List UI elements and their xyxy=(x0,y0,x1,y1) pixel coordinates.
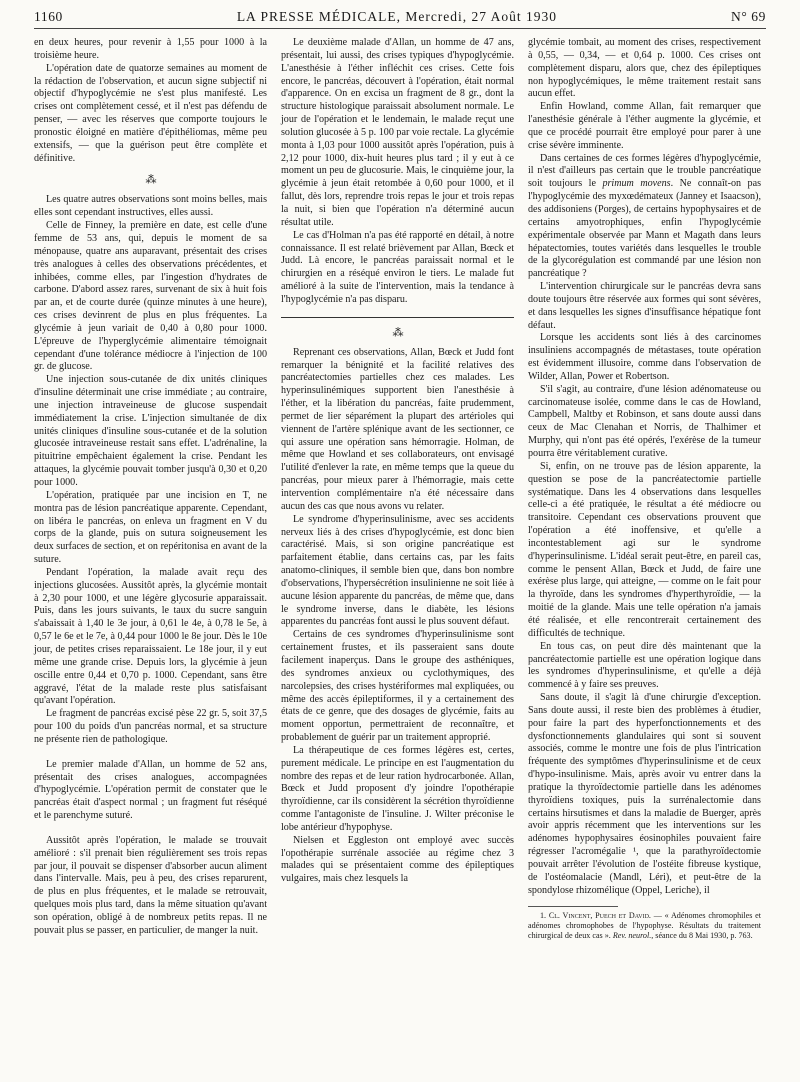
paragraph: Celle de Finney, la première en date, est celle d'une femme de 53 ans, qui, depuis le moment de sa ménopause, quatre ans auparavant, présentait des crises très analogues à celles des observations précédentes, et inhibées, comme elles, par l'ingestion d'hydrates de carbone. D'abord assez rares, survenant de six à huit fois par an, et de courte durée (quinze minutes à une heure), ces crises devinrent de plus en plus fréquentes. La glycémie à jeun variait de 0,40 à 0,80 pour 1000. L'épreuve de l'hyperglycémie alimentaire témoignait cependant d'une tolérance médiocre à l'injection de 100 gr. de glucose. xyxy=(34,220,267,373)
footnote-rule xyxy=(528,906,618,907)
paragraph: En tous cas, on peut dire dès maintenant que la pancréatectomie partielle est une opération logique dans les syndromes d'hyperinsulinisme, et qu'elle a déjà commencé à y faire ses preuves. xyxy=(528,640,761,691)
paragraph: Une injection sous-cutanée de dix unités cliniques d'insuline déterminait une crise immédiate ; au contraire, une injection intraveineuse de glucose suspendait immédiatement la crise. L'injection simultanée de dix unités cliniques d'insuline sous-cutanée et de la solution glucosée intraveineuse restait sans effet. L'adrénaline, la pituitrine empêchaient également la crise. Pendant les attaques, la glycémie pouvait tomber jusqu'à 0,30 et 0,20 pour 1000. xyxy=(34,374,267,488)
page-number: 1160 xyxy=(34,9,63,24)
latin-phrase: primum movens xyxy=(602,178,671,190)
section-rule xyxy=(281,317,514,318)
footnote-authors: 1. Cl. Vincent, Puech et David. xyxy=(540,910,651,920)
paragraph: Enfin Howland, comme Allan, fait remarquer que l'anesthésie générale à l'éther augmente la glycémie, et que ce procédé pourrait être employé pour parer à une crise sévère imminente. xyxy=(528,101,761,151)
paragraph: Sans doute, il s'agit là d'une chirurgie d'exception. Sans doute aussi, il reste bien des problèmes à étudier, pour faire la part des hyperfonctionnements et des dysfonctionnements glandulaires qui sont si souvent associés, comme le montre une fois de plus l'intrication fréquente des symptômes d'hyperinsulinisme et de ceux d'hypo-insulinisme. Mais, après avoir vu entrer dans la pratique la thyroïdectomie partielle dans les adénomes thyroïdiens toxiques, puis la surrénalectomie dans certains hirsutismes et dans la maladie de Buerger, après avoir appris récemment que les interventions sur les adénomes hypophysaires éosinophiles pouvaient faire régresser l'acromégalie ¹, que la parathyroïdectomie pouvait arrêter l'évolution de l'ostéite fibreuse kystique, de l'ostéomalacie (Mandl, Léri), et peut-être de la spondylose rhizomélique (Oppel, Leriche), il xyxy=(528,692,761,896)
paragraph: en deux heures, pour revenir à 1,55 pour 1000 à la troisième heure. xyxy=(34,37,267,61)
paragraph: L'opération date de quatorze semaines au moment de la rédaction de l'observation, et aucun signe subjectif ni objectif d'hypoglycémie ne s'est plus manifesté. Les crises ont complètement cessé, et il n'est pas défendu de penser, — avec les réserves que comporte toujours le pronostic éloigné en matière d'épithéliomas, même peu extensifs, — que la guérison peut être complète et définitive. xyxy=(34,62,267,164)
column-left xyxy=(34,37,267,1067)
section-separator-asterism: ⁂ xyxy=(392,326,403,339)
page-header xyxy=(34,6,766,29)
journal-title: LA PRESSE MÉDICALE, Mercredi, 27 Août 1930 xyxy=(236,9,558,24)
text-columns xyxy=(34,37,766,1067)
paragraph: Les quatre autres observations sont moins belles, mais elles sont cependant instructives, elles aussi. xyxy=(34,194,267,219)
footnote-journal: Rev. neurol. xyxy=(612,930,652,940)
footnote-end: , séance du 8 Mai 1930, p. 763. xyxy=(651,930,753,940)
paragraph xyxy=(528,153,761,281)
paragraph: L'intervention chirurgicale sur le pancréas devra sans doute toujours être réservée aux formes qui sont sévères, et dans lesquelles les signes d'insuffisance hépatique font défaut. xyxy=(528,281,761,331)
section-separator-asterism: ⁂ xyxy=(145,174,156,187)
paragraph: Le fragment de pancréas excisé pèse 22 gr. 5, soit 37,5 pour 100 du poids d'un pancréas normal, et sa structure ne présente rien de pathologique. xyxy=(34,708,267,745)
paragraph: La thérapeutique de ces formes légères est, certes, purement médicale. Le principe en est l'augmentation du nombre des repas et de leur ration hydrocarbonée. Allan, Bœck et Judd proposent d'y joindre l'opothérapie thyroïdienne, car ils considèrent la sécrétion thyroïdienne comme l'antagoniste de l'insuline. J. Wilter préconise le lobe antérieur d'hypophyse. xyxy=(281,744,514,833)
paragraph-text: Dans certaines de ces formes légères d'hypoglycémie, il n'est d'ailleurs pas certain que le trouble pancréatique soit toujours le xyxy=(528,152,761,190)
paragraph-text: . Ne connaît-on pas l'hypoglycémie des myxœdémateux (Janney et Isaacson), des addisoniens (Porges), de certains hypophysaires et de certains amyotrophiques, enfin l'hypoglycémie expérimentale observée par Mann et Magath dans leurs hépatectomies, toutes variétés dans lesquelles le trouble de la glycorégulation est commandé par une lésion non pancréatique ? xyxy=(528,178,761,280)
paragraph: Pendant l'opération, la malade avait reçu des injections glucosées. Aussitôt après, la glycémie montait à 2,30 pour 1000, et une légère glycosurie apparaissait. Puis, dans les jours suivants, le taux du sucre sanguin s'abaissait à 1,40 le 3e jour, à 0,61 le 4e, à 0,78 le 5e, à 0,57 le 6e et le 7e, à 0,44 pour 1000 le 8e jour. Dès le 10e jour, de petites crises reparaissaient. Le 18e jour, il y eut même une grande crise. Depuis lors, la glycémie à jeun oscille entre 0,44 et 0,70 p. 1000. Cependant, sans être aggravé, l'état de la malade reste plus satisfaisant qu'avant l'opération. xyxy=(34,566,267,707)
issue-number: N° 69 xyxy=(730,9,766,24)
footnote-text: — « Adénomes chromophiles et adénomes chromophobes de l'hypophyse. Résultats du traitement chirurgical de deux cas ». xyxy=(528,910,762,940)
paragraph: Le premier malade d'Allan, un homme de 52 ans, présentait des crises analogues, accompagnées d'hypoglycémie. L'opération permit de constater que le pancréas était d'aspect normal ; un fragment fut réséqué et le parenchyme suturé. xyxy=(34,758,267,822)
paragraph: Reprenant ces observations, Allan, Bœck et Judd font remarquer la bénignité et la facilité relatives des pancréatectomies partielles chez ces malades. Les hyperinsulinémiques supportent bien l'anesthésie à l'éther, et la libération du pancréas, faite prudemment, permet de lier séparément la plupart des artérioles qui viennent de l'artère splénique avant de les sectionner, ce qui assure une opération sans hémorragie. Holman, de même que Howland et ses collaborateurs, ont envisagé l'utilité d'enlever la rate, en même temps que la queue du pancréas, pour mieux parer à l'hémorragie, mais cette intervention complémentaire n'a été nécessaire dans aucun des cas que nous avons vu relater. xyxy=(281,346,514,512)
paragraph: L'opération, pratiquée par une incision en T, ne montra pas de lésion pancréatique apparente. Cependant, on libéra le pancréas, on enleva un fragment en V du corps de la glande, puis on sutura soigneusement les deux surfaces de section, et on repéritonisa en avant de la suture. xyxy=(34,489,267,566)
footnote xyxy=(528,911,761,942)
paragraph: Le syndrome d'hyperinsulinisme, avec ses accidents nerveux liés à des crises d'hypoglycémie, est donc bien caractérisé. Mais, si son origine pancréatique est parfaitement établie, dans certains cas, par les faits anatomo-cliniques, il semble bien que, dans bon nombre d'observations, l'hypersécrétion insulinienne ne soit liée à aucune lésion apparente du pancréas, de même que, dans le syndrome inverse, dans le diabète, les lésions apparentes du pancréas font aussi le plus souvent défaut. xyxy=(281,513,514,628)
paragraph: S'il s'agit, au contraire, d'une lésion adénomateuse ou carcinomateuse isolée, comme dans le cas de Howland, Campbell, Maltby et Robinson, et sans doute aussi dans ceux de Mac Clenahan et Norris, de Thalhimer et Murphy, qui n'ont pas été opérés, l'exérèse de la tumeur pourra être véritablement curative. xyxy=(528,383,761,459)
paragraph: Le deuxième malade d'Allan, un homme de 47 ans, présentait, lui aussi, des crises typiques d'hypoglycémie. L'anesthésie à l'éther infléchit ces crises. Cette fois encore, le pancréas, découvert à l'opération, était normal d'apparence. On en excisa un fragment de 8 gr., dont la structure histologique paraissait absolument normale. Le jour de l'opération et le lendemain, le malade reçut une solution glucosée à 5 p. 100 par voie rectale. La glycémie monta à 1,03 pour 1000 aussitôt après l'opération, puis à 2,12 pour 1000, dix-huit heures plus tard ; il y eut à ce moment un peu de glucosurie. Mais, le cinquième jour, la glycémie à jeun était retombée à 0,60 pour 1000, et il fallut, dès lors, reprendre trois repas le jour et trois repas la nuit, si bien que l'opération n'a déterminé aucun résultat utile. xyxy=(281,37,514,228)
paragraph: Le cas d'Holman n'a pas été rapporté en détail, à notre connaissance. Il est relaté brièvement par Allan, Bœck et Judd. Là encore, le pancréas paraissait normal et le chirurgien en a réséqué environ le tiers. Le malade fut amélioré à la suite de l'intervention, mais la tendance à l'hypoglycémie n'a pas disparu. xyxy=(281,229,514,305)
column-middle xyxy=(281,37,514,1067)
paragraph: Aussitôt après l'opération, le malade se trouvait amélioré : s'il prenait bien régulièrement ses trois repas par jour, il pouvait se dispenser d'absorber aucun aliment dans l'intervalle. Mais, peu à peu, des crises reparurent, de plus en plus fréquentes, et le malade se retrouvait, quelques mois plus tard, dans la même situation qu'avant son opération, obligé à de nombreux petits repas. Il ne pouvait plus se passer, en particulier, de manger la nuit. xyxy=(34,834,267,936)
paragraph: Si, enfin, on ne trouve pas de lésion apparente, la question se pose de la pancréatectomie partielle systématique. Dans les 4 observations dans lesquelles celle-ci a été pratiquée, le résultat a été médiocre ou transitoire. Cependant ces observations prouvent que l'opération a été inoffensive, et qu'elle a incontestablement agi sur le syndrome d'hyperinsulinisme. L'idéal serait peut-être, en pareil cas, comme le pensent Allan, Bœck et Judd, de faire une exérèse plus large, qui atteigne, — comme on le fait pour la thyroïde, dans les syndromes d'hyperthyroïdie, — la moitié de la glande. Mais une telle opération n'a jamais été réalisée, et elle rencontrerait certainement des difficultés de technique. xyxy=(528,460,761,639)
paragraph: Lorsque les accidents sont liés à des carcinomes insuliniens accompagnés de métastases, toute opération est évidemment illusoire, comme dans l'observation de Wilder, Allan, Power et Robertson. xyxy=(528,332,761,382)
paragraph: glycémie tombait, au moment des crises, respectivement à 0,55, — 0,34, — et 0,64 p. 1000. Ces crises ont complètement disparu, alors que, chez des épileptiques non hypoglycémiques, le même traitement restait sans aucun effet. xyxy=(528,37,761,100)
paragraph: Certains de ces syndromes d'hyperinsulinisme sont certainement frustes, et ils passeraient sans doute facilement inaperçus. Dans le groupe des asthéniques, des syndromes anxieux ou cyclothymiques, des narcolepsies, des crises hystériformes mal expliquées, ou même des accès épileptiformes, il y a certainement des états de ce genre, que des dosages de glycémie, faits au moment opportun, permettraient de reconnaître, et probablement de guérir par un traitement approprié. xyxy=(281,629,514,744)
paragraph: Nielsen et Eggleston ont employé avec succès l'opothérapie surrénale associée au régime chez 3 malades qui se présentaient comme des épileptiques vulgaires, mais chez lesquels la xyxy=(281,834,514,885)
paragraph-gap xyxy=(34,747,267,759)
column-right xyxy=(528,37,761,1067)
paragraph-gap xyxy=(34,823,267,835)
